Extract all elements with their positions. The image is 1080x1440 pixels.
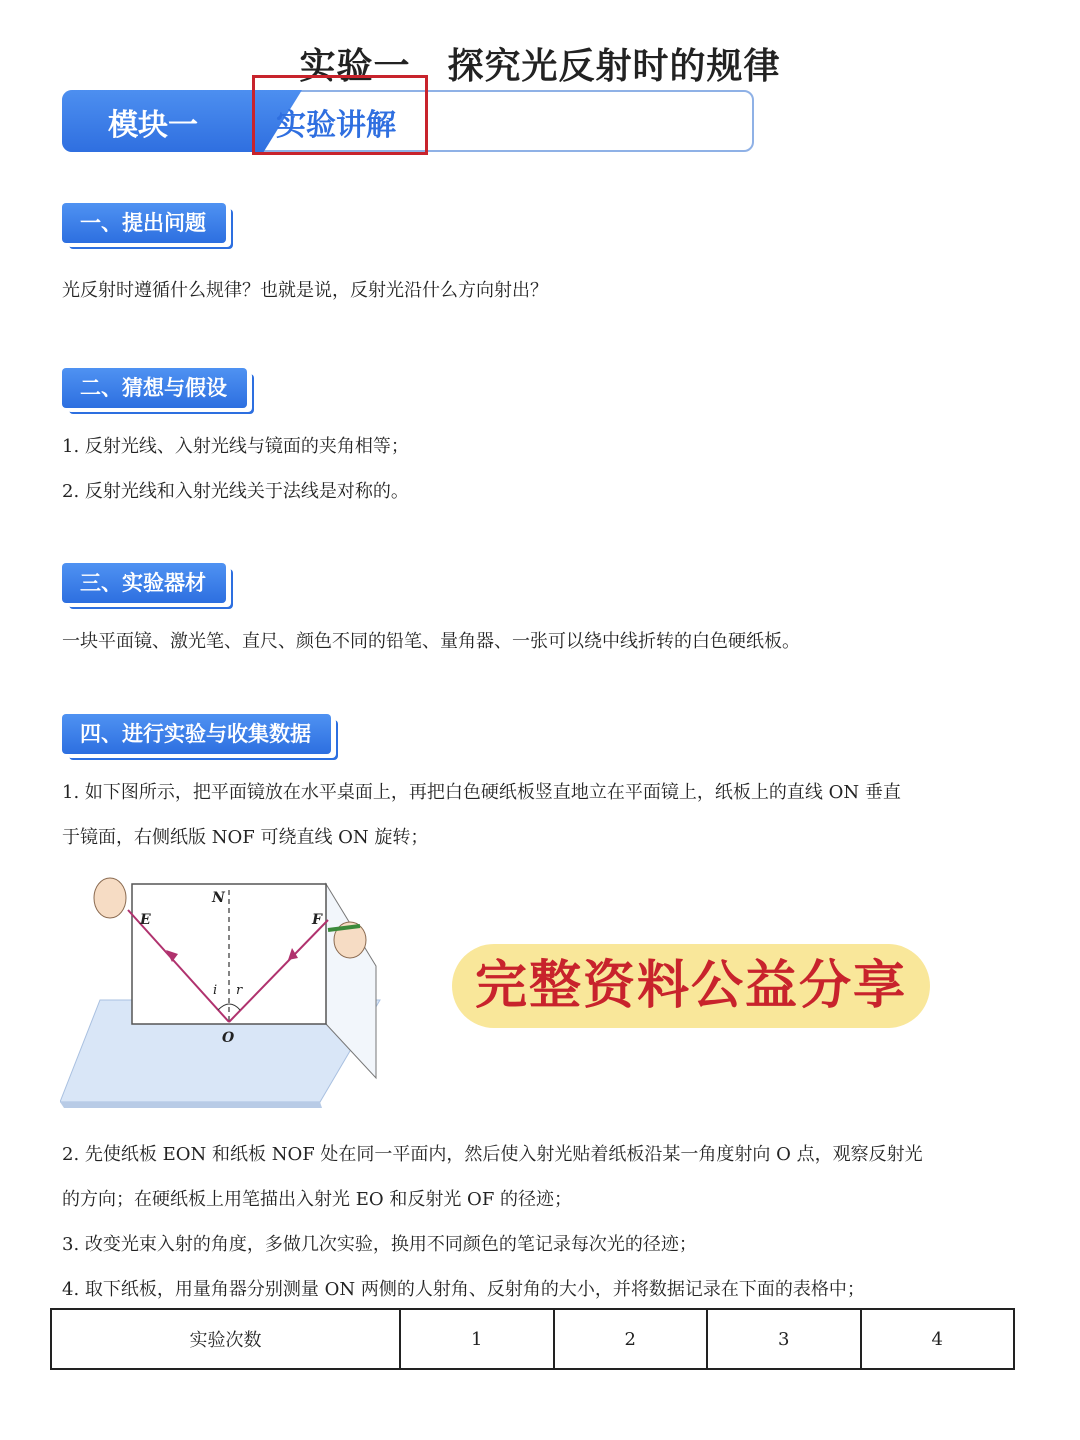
section-heading-question: 一、提出问题 bbox=[62, 203, 226, 243]
label-r: r bbox=[236, 983, 243, 998]
section-text: 光反射时遵循什么规律？也就是说，反射光沿什么方向射出？ bbox=[62, 280, 548, 301]
section-heading-materials: 三、实验器材 bbox=[62, 563, 226, 603]
section-text: 3. 改变光束入射的角度，多做几次实验，换用不同颜色的笔记录每次光的径迹； bbox=[62, 1234, 697, 1255]
share-banner: 完整资料公益分享 bbox=[474, 955, 907, 1016]
section-heading-hypothesis: 二、猜想与假设 bbox=[62, 368, 247, 408]
label-F: F bbox=[312, 912, 322, 928]
highlight-box bbox=[252, 75, 428, 155]
section-text: 2. 反射光线和入射光线关于法线是对称的。 bbox=[62, 481, 409, 502]
page-title: 实验一 探究光反射时的规律 bbox=[299, 46, 781, 87]
table-cell: 4 bbox=[861, 1309, 1015, 1369]
table-cell: 1 bbox=[400, 1309, 554, 1369]
section-text: 2. 先使纸板 EON 和纸板 NOF 处在同一平面内，然后使入射光贴着纸板沿某一角度射向 O 点，观察反射光 bbox=[62, 1144, 923, 1165]
section-heading-procedure: 四、进行实验与收集数据 bbox=[62, 714, 331, 754]
hand-left-icon bbox=[94, 878, 126, 918]
section-text: 4. 取下纸板，用量角器分别测量 ON 两侧的人射角、反射角的大小，并将数据记录在下面的表格中； bbox=[62, 1279, 865, 1300]
section-text: 1. 如下图所示，把平面镜放在水平桌面上，再把白色硬纸板竖直地立在平面镜上，纸板上的直线 ON 垂直 bbox=[62, 782, 901, 803]
label-N: N bbox=[212, 890, 225, 906]
section-text: 一块平面镜、激光笔、直尺、颜色不同的铅笔、量角器、一张可以绕中线折转的白色硬纸板。 bbox=[62, 631, 800, 652]
table-cell: 3 bbox=[707, 1309, 861, 1369]
section-text: 1. 反射光线、入射光线与镜面的夹角相等； bbox=[62, 436, 409, 457]
label-i: i bbox=[213, 983, 218, 998]
label-E: E bbox=[140, 912, 151, 928]
mirror-edge bbox=[60, 1102, 322, 1108]
reflection-experiment-figure bbox=[60, 870, 390, 1110]
module-label: 模块一 bbox=[108, 108, 198, 143]
section-text: 的方向；在硬纸板上用笔描出入射光 EO 和反射光 OF 的径迹； bbox=[62, 1189, 573, 1210]
table-header-cell: 实验次数 bbox=[51, 1309, 400, 1369]
section-text: 于镜面，右侧纸版 NOF 可绕直线 ON 旋转； bbox=[62, 827, 429, 848]
table-row bbox=[51, 1309, 1014, 1369]
module-topic: 实验讲解 bbox=[276, 108, 396, 143]
data-table bbox=[50, 1308, 1015, 1370]
table-cell: 2 bbox=[554, 1309, 708, 1369]
label-O: O bbox=[222, 1030, 235, 1046]
